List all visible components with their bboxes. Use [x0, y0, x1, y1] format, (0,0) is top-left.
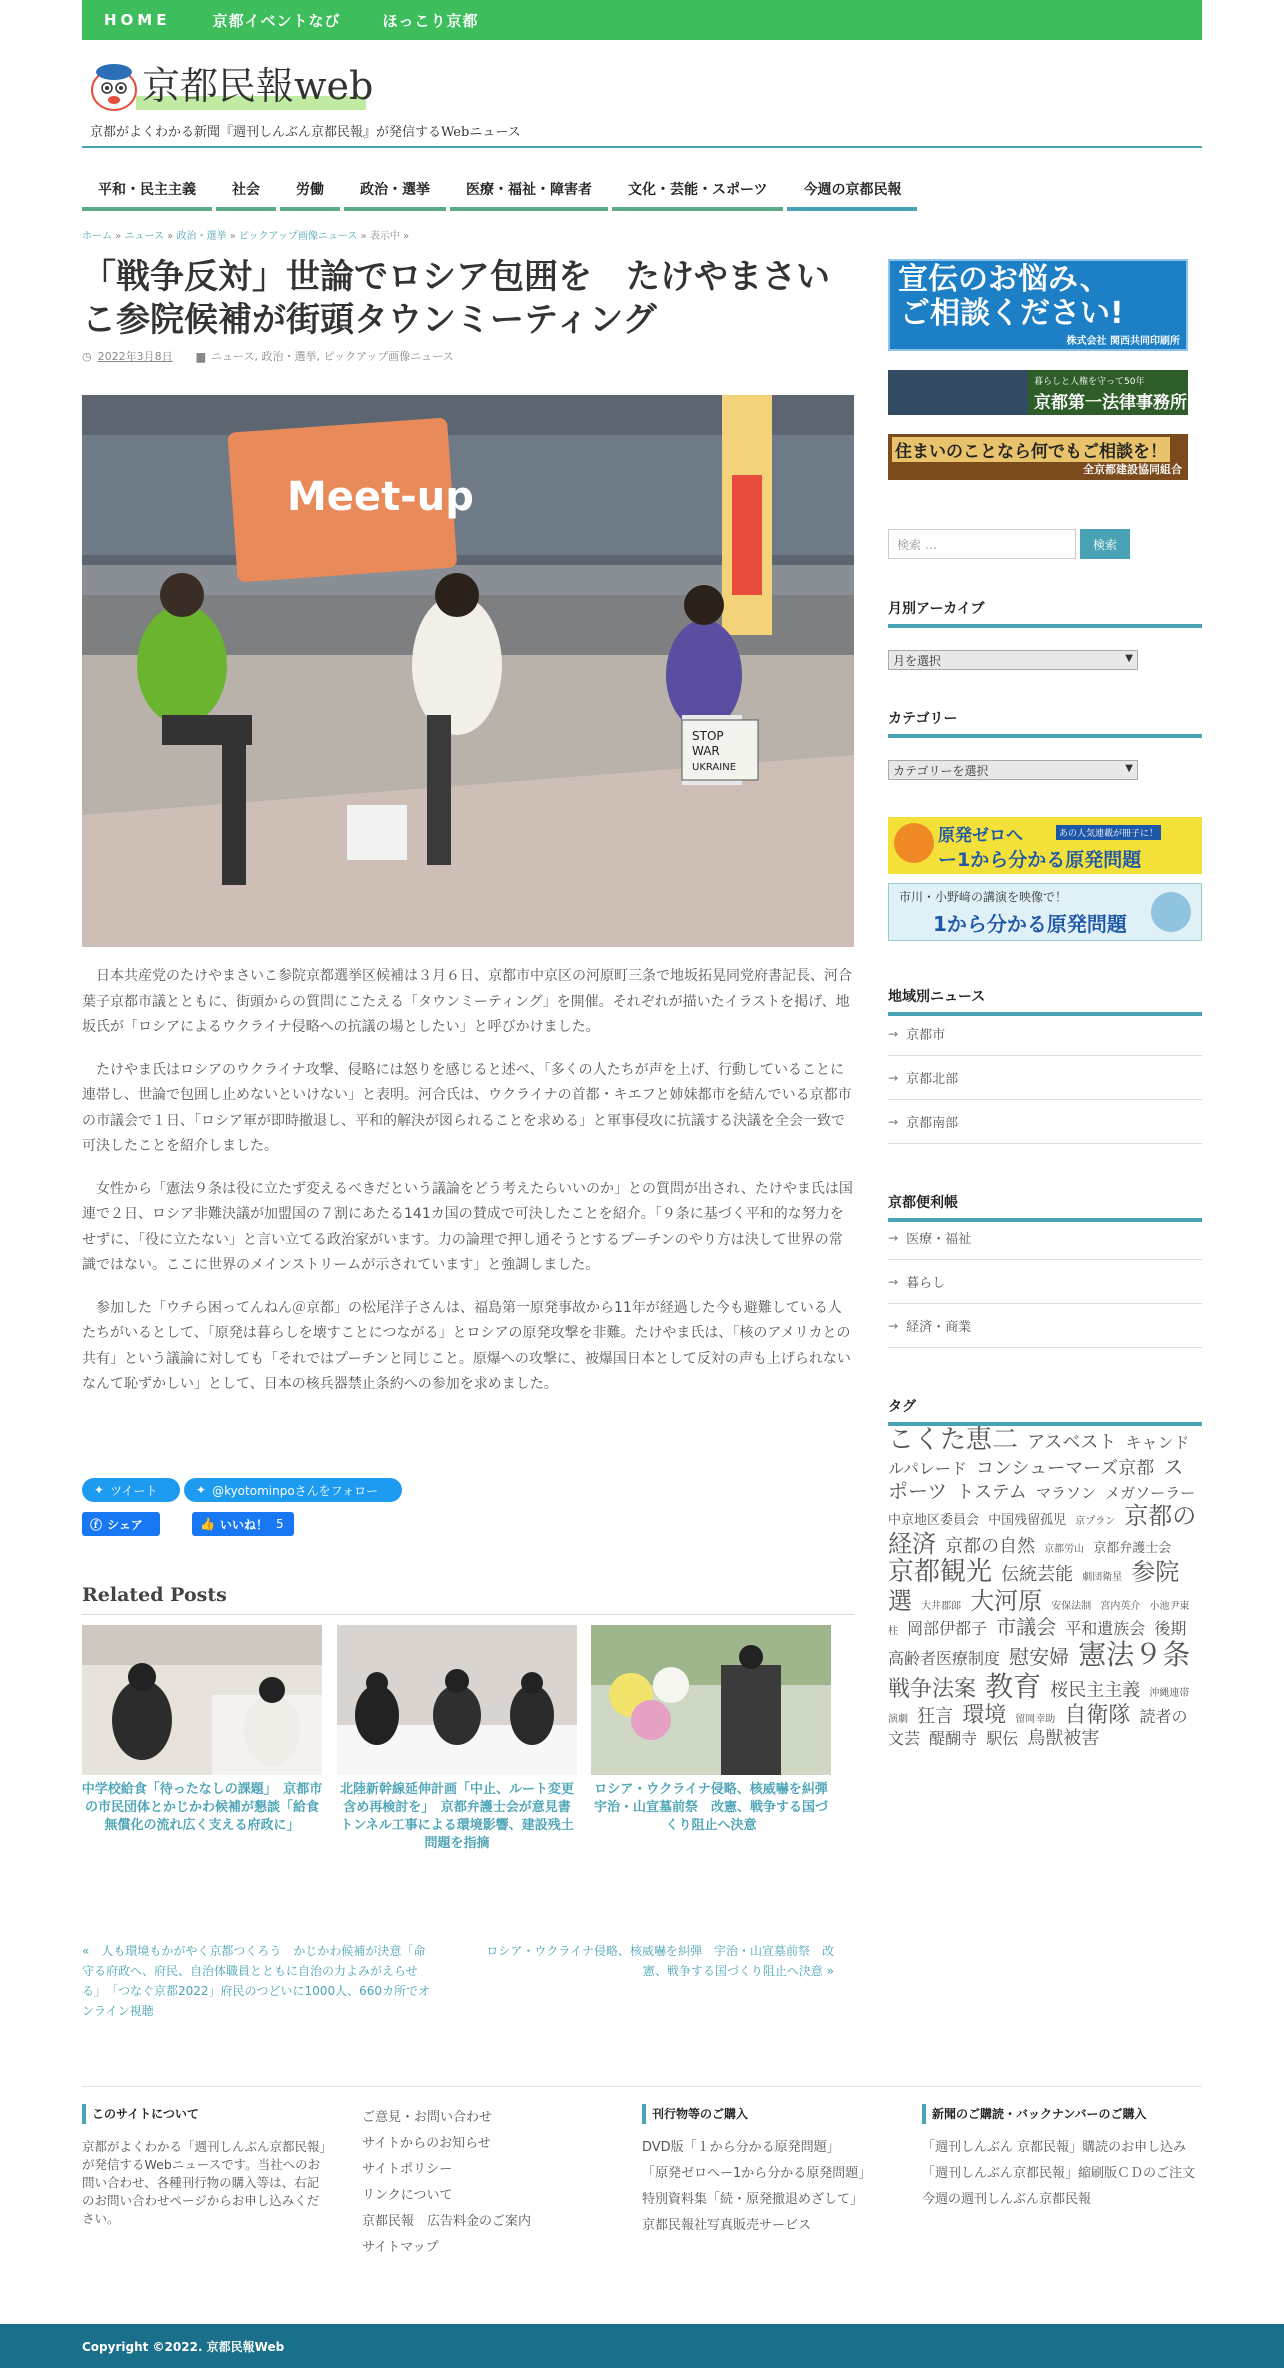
useful-list	[888, 1216, 1202, 1348]
tag-link[interactable]: 安保法制	[1051, 1601, 1092, 1613]
tweet-label: ツイート	[110, 1483, 158, 1498]
tag-link[interactable]: 環境	[962, 1703, 1007, 1729]
footer-link[interactable]: サイトからのお知らせ	[362, 2136, 491, 2151]
arrow-right-icon: →	[888, 1230, 899, 1245]
cat-labor[interactable]: 労働	[280, 170, 340, 211]
related-divider	[82, 1614, 854, 1615]
tag-link[interactable]: 伝統芸能	[1001, 1564, 1074, 1586]
article-paragraph: 参加した「ウチら困ってんねん＠京都」の松尾洋子さんは、福島第一原発事故から11年が経過した今も避難している人たちがいるとして、「原発は暮らしを壊すことにつながる」とロシアの原発攻撃を非難。たけやま氏は、「核のアメリカとの共有」という議論に対しても「それではプーチンと同じこと。原爆への攻撃に、被爆国日本として反対の声も上げられないなんて恥ずかしい」として、日本の核兵器禁止条約への参加を求めました。	[82, 1299, 851, 1392]
archive-select-value: 月を選択	[893, 653, 942, 668]
search-input[interactable]: 検索 …	[888, 529, 1076, 559]
tag-link[interactable]: 京都の自然	[945, 1535, 1036, 1557]
article-date[interactable]: 2022年3月8日	[97, 350, 173, 363]
next-post-link[interactable]: ロシア・ウクライナ侵略、核威嚇を糾弾 宇治・山宣墓前祭 改憲、戦争する国づくり阻止へ決意 »	[486, 1944, 834, 1978]
facebook-like-button[interactable]	[192, 1512, 294, 1536]
related-thumb[interactable]	[591, 1625, 831, 1775]
useful-label: 暮らし	[906, 1276, 946, 1291]
cat-medical[interactable]: 医療・福祉・障害者	[450, 170, 608, 211]
tag-cloud	[888, 1426, 1202, 1749]
svg-text:WAR: WAR	[692, 744, 720, 758]
region-list	[888, 1012, 1202, 1144]
tag-link[interactable]: 教育	[985, 1670, 1042, 1704]
category-select-value: カテゴリーを選択	[893, 763, 989, 778]
footer-subscription	[922, 2104, 1202, 2216]
category-heading: カテゴリー	[888, 708, 1202, 738]
cat-society[interactable]: 社会	[216, 170, 276, 211]
related-title[interactable]: 中学校給食「待ったなしの課題」 京都市の市民団体とかじかわ候補が懇談「給食無償化の流れ広く支える府政に」	[81, 1782, 323, 1833]
tag-link[interactable]: 憲法９条	[1078, 1637, 1191, 1671]
tag-link[interactable]: 中京地区委員会	[888, 1513, 980, 1529]
tag-link[interactable]: 読者の文芸	[888, 1707, 1188, 1748]
region-label: 京都北部	[906, 1072, 959, 1087]
related-thumb[interactable]	[82, 1625, 322, 1775]
useful-label: 経済・商業	[906, 1320, 972, 1335]
twitter-icon: ✦	[196, 1483, 207, 1497]
svg-text:UKRAINE: UKRAINE	[692, 762, 737, 773]
tag-link[interactable]: 岡部伊都子	[907, 1618, 988, 1638]
banner-text: 株式会社 関西共同印刷所	[1066, 336, 1180, 347]
facebook-share-button[interactable]	[82, 1512, 160, 1536]
crumb-politics[interactable]: 政治・選挙	[176, 231, 227, 242]
twitter-icon: ✦	[94, 1483, 105, 1497]
banner-text: 1から分かる原発問題	[933, 912, 1127, 936]
cat-politics[interactable]: 政治・選挙	[344, 170, 446, 211]
footer-pub-link[interactable]: 「原発ゼロへー1から分かる原発問題」	[642, 2166, 872, 2181]
tag-link[interactable]: 中国残留孤児	[988, 1513, 1067, 1529]
useful-item-economy[interactable]	[888, 1304, 1202, 1348]
tag-link[interactable]: アスベスト	[1027, 1432, 1117, 1453]
footer-pub-heading: 刊行物等のご購入	[642, 2104, 872, 2124]
footer-sub-link[interactable]: 今週の週刊しんぶん京都民報	[922, 2192, 1092, 2207]
footer-about-heading: このサイトについて	[82, 2104, 328, 2124]
chevron-down-icon: ▼	[1125, 763, 1133, 774]
tag-link[interactable]: スポーツ	[888, 1454, 1184, 1503]
tag-link[interactable]: 京都の経済	[888, 1502, 1197, 1558]
thumbs-up-icon: 👍	[200, 1517, 215, 1531]
tag-link[interactable]: 鳥獣被害	[1027, 1727, 1100, 1749]
article-photo	[82, 395, 854, 947]
banner-text: 市川・小野﨑の講演を映像で！	[899, 890, 1068, 904]
useful-label: 医療・福祉	[906, 1232, 972, 1247]
ad-banner-nuclear-book[interactable]	[888, 817, 1202, 874]
nav-events[interactable]: 京都イベントなび	[212, 11, 341, 30]
footer-link[interactable]: ご意見・お問い合わせ	[362, 2110, 493, 2125]
region-label: 京都南部	[906, 1116, 959, 1131]
folder-icon: ▆	[196, 349, 206, 363]
sun-icon	[894, 823, 934, 863]
tag-link[interactable]: 市議会	[996, 1614, 1057, 1639]
clock-icon: ◷	[82, 349, 92, 363]
ad-banner-law-office[interactable]	[888, 370, 1188, 415]
banner-text: 暮らしと人権を守って50年	[1034, 377, 1145, 387]
useful-item-medical[interactable]	[888, 1216, 1202, 1260]
region-heading: 地域別ニュース	[888, 986, 1202, 1016]
region-label: 京都市	[906, 1028, 946, 1043]
copyright-bar	[0, 2324, 1284, 2368]
chevron-down-icon: ▼	[1125, 653, 1133, 664]
footer-publications	[642, 2104, 872, 2242]
tag-link[interactable]: 京都労山	[1044, 1543, 1085, 1555]
banner-text: あの人気連載が冊子に！	[1056, 825, 1161, 840]
tag-link[interactable]: 戦争法案	[888, 1677, 977, 1703]
region-item-south[interactable]	[888, 1100, 1202, 1144]
article-meta	[82, 348, 454, 364]
footer-sub-link[interactable]: 「週刊しんぶん 京都民報」購読のお申し込み	[922, 2140, 1187, 2155]
article-categories[interactable]: ニュース, 政治・選挙, ピックアップ画像ニュース	[211, 350, 454, 363]
tag-link[interactable]: メガソーラー	[1105, 1483, 1196, 1502]
tag-link[interactable]: 参院選	[888, 1558, 1180, 1616]
facebook-icon: ⓕ	[90, 1517, 103, 1532]
nav-home[interactable]: HOME	[104, 11, 171, 29]
archive-heading: 月別アーカイブ	[888, 598, 1202, 628]
arrow-right-icon: →	[888, 1114, 899, 1129]
region-item-north[interactable]	[888, 1056, 1202, 1100]
arrow-right-icon: →	[888, 1274, 899, 1289]
copyright-text: Copyright ©2022. 京都民報Web	[82, 2340, 285, 2354]
follow-label: @kyotominpoさんをフォロー	[212, 1483, 379, 1498]
tag-link[interactable]: 沖縄連帯	[1149, 1688, 1190, 1700]
like-count: 5	[275, 1517, 284, 1531]
tag-link[interactable]: マラソン	[1035, 1483, 1096, 1502]
tag-link[interactable]: こくた恵二	[888, 1425, 1019, 1455]
tag-link[interactable]: キャンドルパレード	[888, 1433, 1190, 1478]
related-thumb[interactable]	[337, 1625, 577, 1775]
arrow-right-icon: →	[888, 1318, 899, 1333]
category-select[interactable]	[888, 760, 1138, 780]
footer-links	[362, 2108, 612, 2264]
tag-link[interactable]: 狂言	[917, 1706, 954, 1728]
cat-culture[interactable]: 文化・芸能・スポーツ	[612, 170, 783, 211]
svg-text:STOP: STOP	[692, 729, 724, 743]
tag-link[interactable]: 大河原	[970, 1587, 1043, 1616]
photo-banner-text: Meet-up	[287, 474, 474, 520]
banner-text: 京都第一法律事務所	[1034, 393, 1187, 413]
article-body	[82, 964, 854, 1415]
banner-text: 原発ゼロへ	[938, 826, 1023, 846]
crumb-home[interactable]: ホーム	[82, 231, 112, 242]
related-posts-heading: Related Posts	[82, 1584, 227, 1606]
crumb-current: 表示中	[369, 231, 400, 242]
site-logo[interactable]	[86, 56, 376, 116]
tag-link[interactable]: 平和遺族会	[1065, 1618, 1146, 1638]
footer-pub-link[interactable]: DVD版「１から分かる原発問題」	[642, 2140, 840, 2155]
site-name: 京都民報web	[142, 64, 374, 108]
tag-link[interactable]: 留岡幸助	[1015, 1714, 1056, 1726]
useful-item-living[interactable]	[888, 1260, 1202, 1304]
ad-banner-printing[interactable]	[888, 259, 1188, 351]
region-item-kyoto-city[interactable]	[888, 1012, 1202, 1056]
header-divider	[82, 146, 1202, 148]
cat-peace[interactable]: 平和・民主主義	[82, 170, 212, 211]
article-title: 「戦争反対」世論でロシア包囲を たけやまさいこ参院候補が街頭タウンミーティング	[82, 257, 830, 340]
archive-select[interactable]	[888, 650, 1138, 670]
crumb-pickup[interactable]: ピックアップ画像ニュース	[238, 231, 358, 242]
ad-banner-construction[interactable]	[888, 434, 1188, 480]
arrow-right-icon: →	[888, 1026, 899, 1041]
banner-text: ご相談ください!	[900, 296, 1124, 331]
banner-text: 全京都建設協同組合	[1083, 463, 1182, 476]
tag-link[interactable]: 桜民主主義	[1050, 1680, 1141, 1702]
tag-link[interactable]: 京都観光	[888, 1557, 993, 1588]
tag-link[interactable]: 自衛隊	[1064, 1703, 1131, 1729]
tag-link[interactable]: 後期高齢者医療制度	[888, 1618, 1187, 1668]
ad-banner-nuclear-dvd[interactable]	[888, 883, 1202, 941]
like-label: いいね！	[219, 1517, 268, 1532]
nav-relax[interactable]: ほっこり京都	[382, 11, 479, 30]
previous-post-link[interactable]: « 人も環境もかがやく京都つくろう かじかわ候補が決意「命守る府政へ、府民、自治体職員とともに自治の力よみがえらせる」 「つなぐ京都2022」府民のつどいに1000人、660カ所でオンライン視聴	[82, 1944, 430, 2018]
tags-heading: タグ	[888, 1396, 1202, 1426]
banner-photo	[888, 370, 1028, 415]
globe-icon	[1151, 892, 1191, 932]
footer-about-text: 京都がよくわかる「週刊しんぶん京都民報」が発信するWebニュースです。当社へのお問い合わせ、各種刊行物の購入等は、右記のお問い合わせページからお申し込みください。	[82, 2139, 326, 2226]
search-button[interactable]: 検索	[1080, 529, 1130, 559]
tag-link[interactable]: 京都弁護士会	[1093, 1540, 1172, 1556]
tag-link[interactable]: 醍醐寺	[929, 1728, 978, 1748]
tweet-button[interactable]	[82, 1478, 180, 1502]
tag-link[interactable]: 大井郡郎	[921, 1601, 962, 1613]
crumb-news[interactable]: ニュース	[124, 231, 164, 242]
footer-link[interactable]: サイトマップ	[362, 2240, 439, 2255]
tag-link[interactable]: 演劇	[888, 1714, 908, 1726]
tag-link[interactable]: トステム	[956, 1481, 1027, 1503]
footer-link[interactable]: リンクについて	[362, 2188, 453, 2203]
footer-about	[82, 2104, 328, 2228]
footer-pub-link[interactable]: 京都民報社写真販売サービス	[642, 2218, 812, 2233]
tag-link[interactable]: 駅伝	[986, 1728, 1019, 1748]
banner-text: ー1から分かる原発問題	[938, 849, 1142, 871]
article-paragraph: たけやま氏はロシアのウクライナ攻撃、侵略には怒りを感じると述べ、「多くの人たちが声を上げ、行動していることに連帯し、世論で包囲し止めないといけない」と表明。河合氏は、ウクライナの首都・キエフと姉妹都市を結んでいる京都市の市議会で１日、「ロシア軍が即時撤退し、平和的解決が図られることを求める」と軍事侵攻に抗議する決議を全会一致で可決したことを紹介しました。	[82, 1061, 852, 1154]
tag-link[interactable]: 小池尹東柱	[888, 1601, 1190, 1637]
tag-link[interactable]: コンシューマーズ京都	[975, 1457, 1155, 1479]
useful-heading: 京都便利帳	[888, 1192, 1202, 1222]
share-label: シェア	[107, 1517, 143, 1532]
breadcrumb: ホーム » ニュース » 政治・選挙 » ピックアップ画像ニュース » 表示中 »	[82, 231, 410, 242]
footer-sub-link[interactable]: 「週刊しんぶん京都民報」縮刷版ＣＤのご注文	[922, 2166, 1196, 2181]
top-nav	[82, 0, 1202, 40]
arrow-right-icon: →	[888, 1070, 899, 1085]
banner-text: 宣伝のお悩み、	[898, 262, 1110, 297]
related-title[interactable]: 北陸新幹線延伸計画「中止、ルート変更含め再検討を」 京都弁護士会が意見書 トンネル工事による環境影響、建設残土問題を指摘	[339, 1782, 584, 1851]
tag-link[interactable]: 京プラン	[1075, 1516, 1116, 1528]
article-paragraph: 女性から「憲法９条は役に立たず変えるべきだという議論をどう考えたらいいのか」との質問が出され、たけやま氏は国連で２日、ロシア非難決議が加盟国の７割にあたる141カ国の賛成で可決したことを紹介。「９条に基づく平和的な努力をせずに、「役に立たない」と言い立てる政治家がいます。力の論理で押し通そうとするプーチンのやり方は決して世界の常識ではない。ここに世界のメインストリームが示されています」と強調しました。	[82, 1180, 853, 1273]
footer-link[interactable]: サイトポリシー	[362, 2162, 453, 2177]
article-paragraph: 日本共産党のたけやまさいこ参院京都選挙区候補は３月６日、京都市中京区の河原町三条で地坂拓晃同党府書記長、河合葉子京都市議とともに、街頭からの質問にこたえる「タウンミーティング」を開催。それぞれが描いたイラストを掲げ、地坂氏が「ロシアによるウクライナ侵略への抗議の場としたい」と呼びかけました。	[82, 968, 852, 1035]
tag-link[interactable]: 慰安婦	[1009, 1644, 1070, 1669]
follow-button[interactable]	[184, 1478, 402, 1502]
tag-link[interactable]: 劇団衛星	[1082, 1572, 1123, 1584]
related-title[interactable]: ロシア・ウクライナ侵略、核威嚇を糾弾 宇治・山宣墓前祭 改憲、戦争する国づくり阻止へ決意	[593, 1782, 841, 1833]
site-tagline: 京都がよくわかる新聞『週刊しんぶん京都民報』が発信するWebニュース	[90, 125, 521, 140]
footer-pub-link[interactable]: 特別資料集「続・原発撤退めざして」	[642, 2192, 864, 2207]
tag-link[interactable]: 宮内英介	[1100, 1601, 1141, 1613]
cat-this-week[interactable]: 今週の京都民報	[787, 170, 917, 211]
footer-sub-heading: 新聞のご購読・バックナンバーのご購入	[922, 2104, 1202, 2124]
footer-divider	[82, 2086, 1202, 2087]
footer-link[interactable]: 京都民報 広告料金のご案内	[362, 2214, 532, 2229]
category-nav	[82, 170, 921, 212]
banner-text: 住まいのことなら何でもご相談を！	[892, 437, 1170, 462]
